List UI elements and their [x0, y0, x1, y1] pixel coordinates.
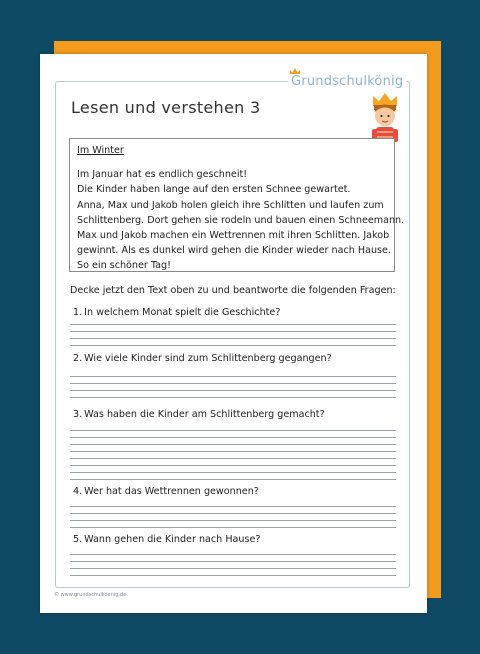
story-heading: Im Winter	[77, 145, 124, 156]
instruction-text: Decke jetzt den Text oben zu und beantworte die folgenden Fragen:	[70, 285, 396, 296]
answer-lines-3a[interactable]	[70, 430, 396, 452]
story-line: Die Kinder haben lange auf den ersten Schnee gewartet.	[77, 184, 351, 196]
story-line: Schlittenberg. Dort gehen sie rodeln und bauen einen Schneemann.	[77, 214, 405, 226]
question-4	[73, 486, 259, 497]
answer-lines-4[interactable]	[70, 506, 396, 528]
question-text: Wie viele Kinder sind zum Schlittenberg gegangen?	[84, 353, 332, 364]
brand-logo: Grundschulkönig	[288, 74, 406, 89]
question-number: 5.	[73, 534, 83, 545]
reading-text-box	[69, 138, 405, 272]
story-line: Anna, Max und Jakob holen gleich ihre Schlitten und laufen zum	[77, 199, 384, 211]
question-number: 1.	[73, 307, 83, 318]
question-text: Wann gehen die Kinder nach Hause?	[84, 534, 261, 545]
question-text: Was haben die Kinder am Schlittenberg gemacht?	[84, 409, 325, 420]
question-text: Wer hat das Wettrennen gewonnen?	[84, 486, 259, 497]
question-text: In welchem Monat spielt die Geschichte?	[84, 307, 281, 318]
question-number: 4.	[73, 486, 83, 497]
answer-lines-2[interactable]	[70, 376, 396, 398]
worksheet-page	[40, 54, 427, 613]
story-line: Max und Jakob machen ein Wettrennen mit ihren Schlitten. Jakob	[77, 230, 390, 242]
page-title: Lesen und verstehen 3	[71, 98, 261, 117]
question-3	[73, 409, 325, 420]
question-number: 3.	[73, 409, 83, 420]
story-line: gewinnt. Als es dunkel wird gehen die Kinder wieder nach Hause.	[77, 245, 391, 257]
story-line: So ein schöner Tag!	[77, 260, 171, 272]
question-5	[73, 534, 260, 545]
question-2	[73, 353, 332, 364]
footer-copyright: © www.grundschulkoenig.de	[54, 592, 127, 598]
answer-lines-5[interactable]	[70, 554, 396, 576]
answer-lines-3b[interactable]	[70, 458, 396, 480]
question-number: 2.	[73, 353, 83, 364]
question-1	[73, 307, 280, 318]
story-line: Im Januar hat es endlich geschneit!	[77, 169, 248, 181]
answer-lines-1[interactable]	[70, 324, 396, 346]
